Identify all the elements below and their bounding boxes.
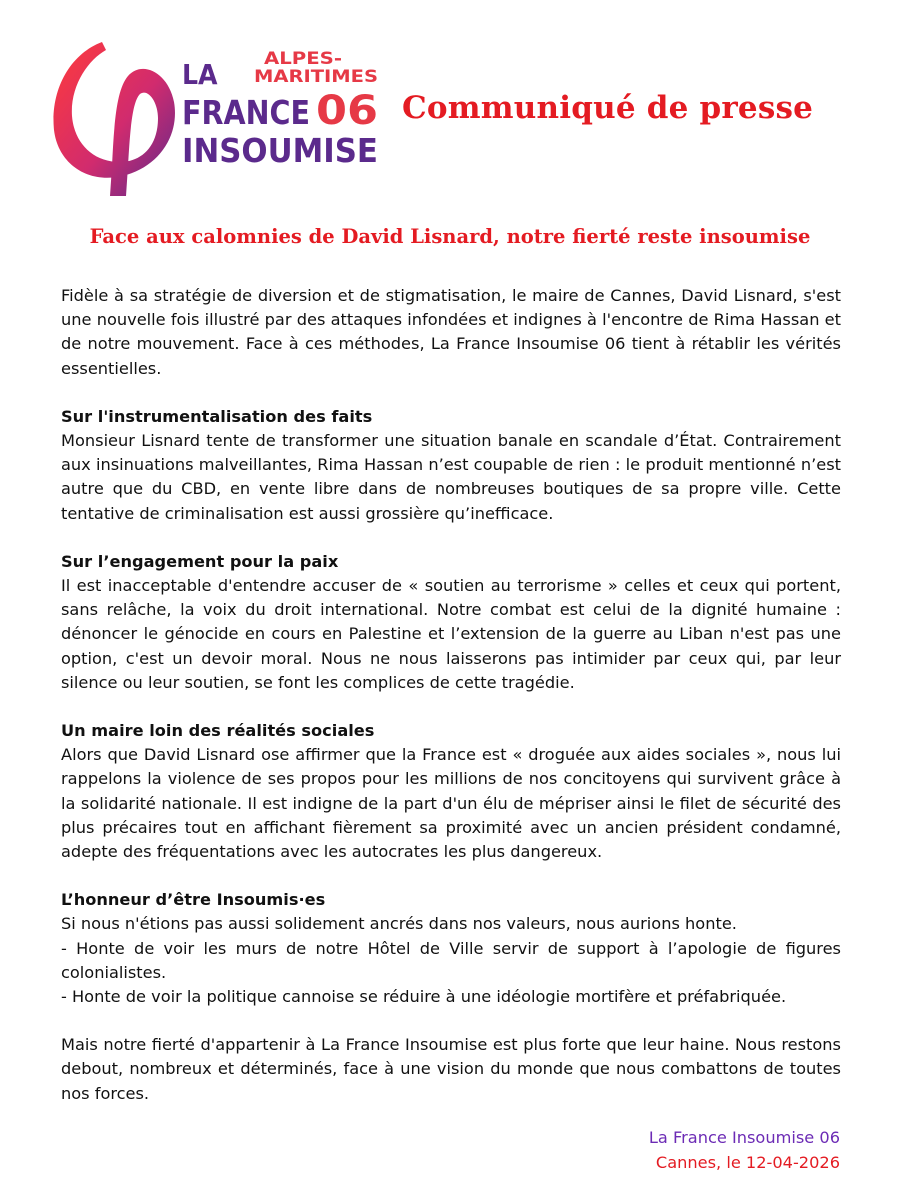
section-paragraph: Alors que David Lisnard ose affirmer que la France est « droguée aux aides sociales », nous lui rappelons la violence de ses propos pour les millions de nos concitoyens qui survivent grâce à la solidarité nationale. Il est indigne de la part d'un élu de mépriser ainsi le filet de sécurité des plus précaires tout en affichant fièrement sa proximité avec un ancien président condamné, adepte des fréquentations avec les autocrates les plus dangereux. [61, 745, 841, 862]
logo-line-insoumise: INSOUMISE [182, 131, 378, 170]
logo-region-maritimes: MARITIMES [254, 67, 378, 87]
logo-line-france: FRANCE [182, 93, 310, 132]
section-title: Sur l'instrumentalisation des faits [61, 406, 373, 426]
intro-paragraph: Fidèle à sa stratégie de diversion et de stigmatisation, le maire de Cannes, David Lisnard, s'est une nouvelle fois illustré par des attaques infondées et indignes à l'encontre de Rima Hassan et de notre mouvement. Face à ces méthodes, La France Insoumise 06 tient à rétablir les vérités essentielles. [61, 286, 841, 378]
phi-icon [53, 42, 174, 196]
conclusion-paragraph: Mais notre fierté d'appartenir à La France Insoumise est plus forte que leur haine. Nous restons debout, nombreux et déterminés, face à une vision du monde que nous combattons de toutes nos forces. [61, 1035, 841, 1103]
section-title: L’honneur d’être Insoumis·es [61, 890, 326, 910]
logo-line-la: LA [182, 58, 218, 91]
section-paragraph: Il est inacceptable d'entendre accuser de « soutien au terrorisme » celles et ceux qui portent, sans relâche, la voix du droit international. Notre combat est celui de la dignité humaine : dénoncer le génocide en cours en Palestine et l’extension de la guerre au Liban n'est pas une option, c'est un devoir moral. Nous ne nous laisserons pas intimider par ceux qui, par leur silence ou leur soutien, se font les complices de cette tragédie. [61, 576, 841, 692]
signature-org: La France Insoumise 06 [648, 1128, 840, 1147]
headline: Face aux calomnies de David Lisnard, notre fierté reste insoumise [89, 225, 811, 248]
section-title: Sur l’engagement pour la paix [61, 551, 339, 571]
press-release-body [61, 284, 841, 1106]
signature-place-date: Cannes, le 12-04-2026 [655, 1152, 840, 1172]
section-title: Un maire loin des réalités sociales [61, 721, 375, 741]
logo-region-alpes: ALPES- [264, 49, 342, 69]
signature-block [649, 1126, 840, 1175]
press-release-title: Communiqué de presse [402, 90, 814, 126]
logo-department-number: 06 [316, 88, 378, 134]
lfi-06-logo [44, 36, 384, 201]
section-intro-line: Si nous n'étions pas aussi solidement ancrés dans nos valeurs, nous aurions honte. [61, 914, 737, 934]
list-item: - Honte de voir les murs de notre Hôtel de Ville servir de support à l’apologie de figures colonialistes. [61, 938, 841, 982]
section-paragraph: Monsieur Lisnard tente de transformer une situation banale en scandale d’État. Contrairement aux insinuations malveillantes, Rima Hassan n’est coupable de rien : le produit mentionné n’est autre que du CBD, en vente libre dans de nombreuses boutiques de sa propre ville. Cette tentative de criminalisation est aussi grossière qu’inefficace. [61, 431, 841, 523]
list-item: - Honte de voir la politique cannoise se réduire à une idéologie mortifère et préfabriquée. [61, 987, 787, 1007]
